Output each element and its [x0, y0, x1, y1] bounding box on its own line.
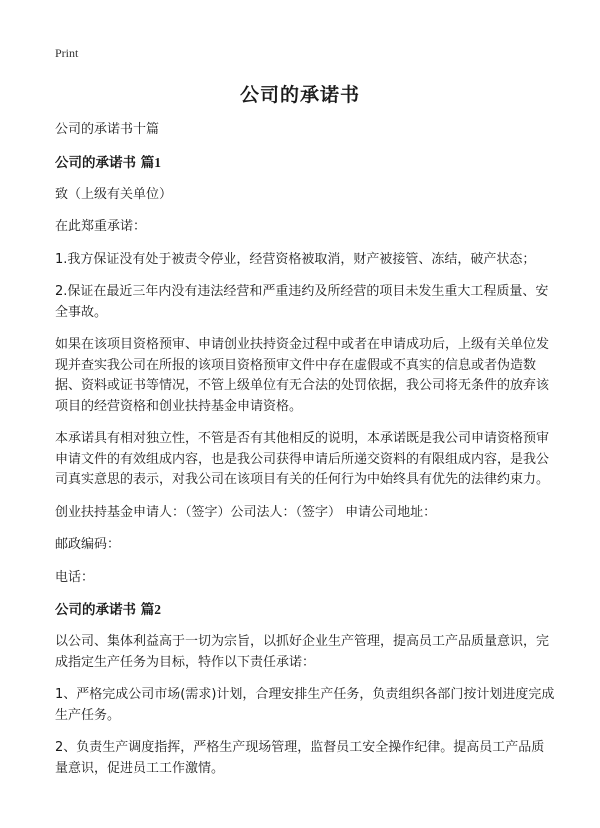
commitment-item-1: 1.我方保证没有处于被责令停业，经营资格被取消，财产被接管、冻结，破产状态；	[55, 251, 536, 267]
document-body	[55, 120, 555, 791]
section2-item-1: 1、严格完成公司市场(需求)计划，合理安排生产任务，负责组织各部门按计划进度完成生产任务。	[55, 687, 555, 723]
addressee: 致（上级有关单位）	[55, 186, 173, 202]
paragraph-verification: 如果在该项目资格预审、申请创业扶持资金过程中或者在申请成功后，上级有关单位发现并查实我公司在所报的该项目资格预审文件中存在虚假或不真实的信息或者伪造数据、资料或证书等情况，不管上级单位有无合法的处罚依据，我公司将无条件的放弃该项目的经营资格和创业扶持基金申请资格。	[55, 337, 550, 414]
section-heading-2-text: 公司的承诺书 篇	[55, 602, 155, 618]
commitment-item-2: 2.保证在最近三年内没有违法经营和严重违约及所经营的项目未发生重大工程质量、安全事故。	[55, 284, 549, 320]
postcode-line: 邮政编码：	[55, 537, 121, 552]
section-heading-1	[55, 153, 555, 173]
signature-line: 创业扶持基金申请人：（签字）公司法人：（签字） 申请公司地址：	[55, 504, 437, 520]
page-title: 公司的承诺书	[239, 84, 360, 106]
commitment-intro: 在此郑重承诺：	[55, 219, 147, 234]
section-heading-1-number: 1	[154, 154, 161, 170]
section2-intro: 以公司、集体利益高于一切为宗旨，以抓好企业生产管理，提高员工产品质量意识，完成指定生产任务为目标，特作以下责任承诺：	[55, 634, 550, 670]
section2-item-2: 2、负责生产调度指挥，严格生产现场管理，监督员工安全操作纪律。提高员工产品质量意识，促进员工工作激情。	[55, 740, 545, 776]
section-heading-2	[55, 600, 555, 620]
phone-line: 电话：	[55, 569, 95, 585]
section-heading-2-number: 2	[154, 602, 161, 617]
print-link[interactable]: Print	[55, 46, 79, 60]
section-heading-1-text: 公司的承诺书 篇	[55, 154, 155, 171]
subtitle: 公司的承诺书十篇	[55, 122, 160, 137]
paragraph-independence: 本承诺具有相对独立性，不管是否有其他相反的说明，本承诺既是我公司申请资格预审申请文件的有效组成内容，也是我公司获得申请后所递交资料的有限组成内容，是我公司真实意思的表示，对我公司在该项目有关的任何行为中始终具有优先的法律约束力。	[55, 431, 550, 487]
